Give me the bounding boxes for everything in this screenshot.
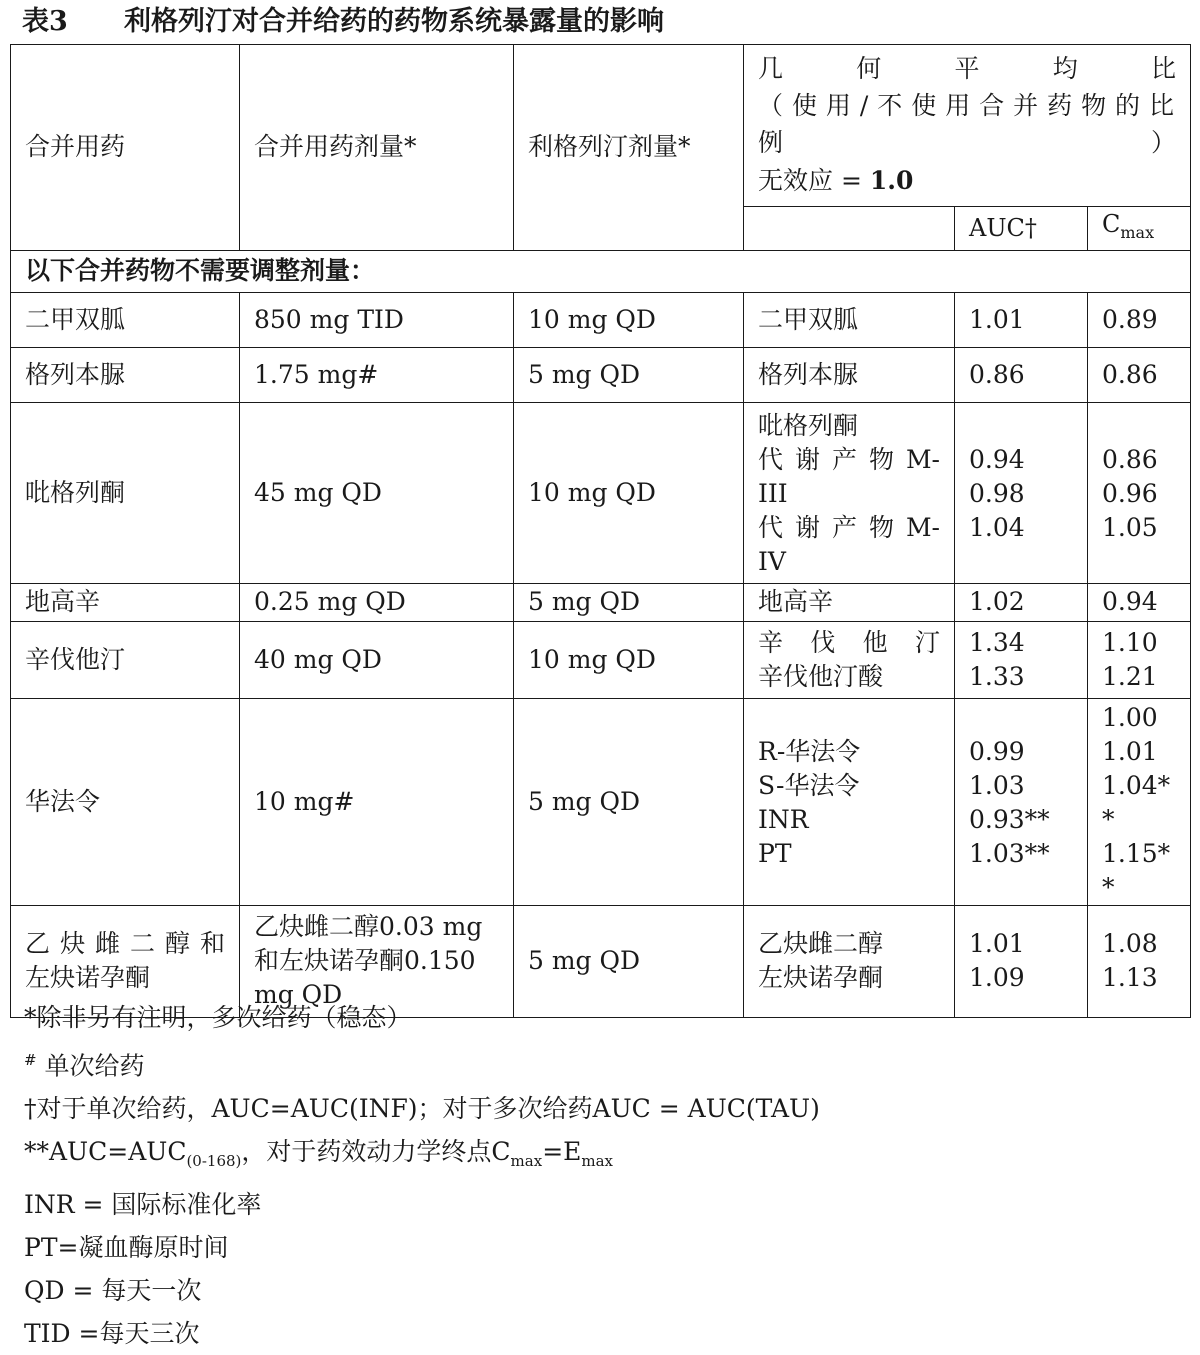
auc-cell	[955, 402, 1088, 583]
auc-value: 0.93**	[969, 804, 1050, 834]
cmax-value: 0.86	[1102, 444, 1158, 474]
footnote-auc-definition: †对于单次给药，AUC=AUC(INF)；对于多次给药AUC = AUC(TAU)	[24, 1094, 820, 1124]
footnote-pd-endpoint	[24, 1130, 820, 1183]
dose-cell	[240, 292, 514, 347]
cmax-value: 0.94	[1102, 587, 1158, 617]
footnote-tid: TID =每天三次	[24, 1319, 200, 1349]
drug-dose: 850 mg TID	[254, 304, 404, 334]
auc-value: 0.99	[969, 736, 1025, 766]
dose-cell	[240, 347, 514, 402]
lina-cell	[514, 402, 744, 583]
drug-name: 吡格列酮	[25, 477, 126, 507]
lina-dose: 10 mg QD	[528, 304, 656, 334]
cmax-cell	[1088, 905, 1191, 1017]
analyte-cell	[744, 698, 955, 905]
cmax-cell	[1088, 583, 1191, 621]
auc-list	[969, 927, 1073, 995]
footnote-pd-b: ，对于药效动力学终点C	[241, 1137, 511, 1167]
header-coadministered-dose-label: 合并用药剂量*	[254, 132, 417, 162]
drug-cell	[11, 402, 240, 583]
ratio-subtitle-end-a: 例	[758, 128, 1151, 157]
table-row	[11, 583, 1191, 621]
table-row	[11, 347, 1191, 402]
footnote-hash-mark: #	[24, 1051, 37, 1069]
lina-cell	[514, 698, 744, 905]
lina-dose: 5 mg QD	[528, 359, 641, 389]
header-row	[11, 45, 1191, 207]
table-title	[22, 4, 664, 40]
analyte-name: 二甲双胍	[758, 304, 859, 334]
auc-cell	[955, 621, 1088, 698]
cmax-value: 1.00	[1102, 702, 1158, 732]
cmax-value: 1.01	[1102, 736, 1158, 766]
ratio-subtitle-end-b: ）	[1151, 128, 1177, 157]
footnote-pd-c: =E	[542, 1137, 582, 1167]
auc-list	[969, 626, 1073, 694]
footnote-inr: INR = 国际标准化率	[24, 1190, 262, 1220]
auc-list	[969, 735, 1073, 871]
footnote-pd-sub2: max	[510, 1152, 543, 1171]
auc-value: 1.02	[969, 587, 1025, 617]
drug-dose: 和左炔诺孕酮0.150	[254, 946, 476, 976]
cmax-value: 1.10	[1102, 627, 1158, 657]
table-row	[11, 402, 1191, 583]
auc-list	[969, 443, 1073, 545]
ratio-title: 几 何 平 均 比	[758, 54, 1177, 83]
cmax-value: 0.89	[1102, 304, 1158, 334]
auc-value: 0.94	[969, 444, 1025, 474]
cmax-list	[1102, 927, 1176, 995]
auc-value: 0.98	[969, 478, 1025, 508]
table-caption: 利格列汀对合并给药的药物系统暴露量的影响	[124, 6, 664, 37]
dose-cell	[240, 583, 514, 621]
footnote-single-dose	[24, 1039, 820, 1087]
footnote-pd-sub3: max	[581, 1152, 614, 1171]
cmax-value: 1.15*	[1102, 838, 1171, 868]
ratio-subtitle: （使用/不使用合并药物的比	[758, 91, 1177, 120]
auc-cell	[955, 583, 1088, 621]
analyte-name: INR	[758, 804, 809, 834]
header-coadministered-dose	[240, 45, 514, 251]
dose-cell	[240, 621, 514, 698]
auc-value: 0.86	[969, 359, 1025, 389]
drug-name: 辛伐他汀	[25, 644, 126, 674]
no-effect-value: 1.0	[869, 166, 914, 195]
section-label	[11, 250, 1191, 292]
cmax-value: 0.86	[1102, 359, 1158, 389]
dose-cell	[240, 402, 514, 583]
drug-dose: 45 mg QD	[254, 477, 382, 507]
table-number: 表3	[22, 6, 68, 37]
interaction-table	[10, 44, 1191, 1018]
ratio-no-effect	[758, 161, 1176, 201]
drug-cell	[11, 292, 240, 347]
auc-cell	[955, 292, 1088, 347]
ratio-subtitle-end	[758, 124, 1176, 161]
table-row	[11, 621, 1191, 698]
footnote-steady-state: *除非另有注明，多次给药（稳态）	[24, 1003, 412, 1032]
analyte-cell	[744, 621, 955, 698]
analyte-list	[758, 735, 940, 871]
cmax-value: 1.08	[1102, 929, 1158, 959]
analyte-list	[758, 626, 940, 694]
analyte-list	[758, 927, 940, 995]
analyte-name: IV	[758, 546, 786, 576]
analyte-name: 辛伐他汀酸	[758, 661, 884, 691]
auc-value: 1.01	[969, 929, 1025, 959]
header-linagliptin-dose-label: 利格列汀剂量*	[528, 132, 691, 162]
drug-cell	[11, 347, 240, 402]
drug-dose: mg QD	[254, 980, 343, 1010]
drug-dose: 乙炔雌二醇0.03 mg	[254, 912, 483, 942]
no-effect-label: 无效应 =	[758, 166, 870, 195]
cmax-value: 1.04*	[1102, 770, 1171, 800]
lina-cell	[514, 292, 744, 347]
header-auc-label: AUC†	[969, 214, 1037, 243]
section-label-text: 以下合并药物不需要调整剂量：	[25, 256, 376, 286]
auc-value: 1.03**	[969, 838, 1050, 868]
cmax-list	[1102, 626, 1176, 694]
header-cmax-c: C	[1102, 210, 1121, 238]
drug-name: 地高辛	[25, 587, 101, 617]
cmax-list	[1102, 443, 1176, 545]
header-analyte-blank	[744, 207, 955, 251]
cmax-value: *	[1102, 872, 1115, 902]
auc-value: 1.01	[969, 304, 1025, 334]
cmax-cell	[1088, 347, 1191, 402]
auc-value: 1.34	[969, 627, 1025, 657]
drug-dose: 0.25 mg QD	[254, 587, 406, 617]
analyte-cell	[744, 347, 955, 402]
lina-dose: 10 mg QD	[528, 477, 656, 507]
analyte-name: III	[758, 478, 788, 508]
drug-name: 华法令	[25, 786, 101, 816]
auc-cell	[955, 905, 1088, 1017]
analyte-name: 辛 伐 他 汀	[758, 627, 940, 657]
analyte-name: R-华法令	[758, 736, 861, 766]
cmax-value: 1.13	[1102, 963, 1158, 993]
footnotes	[24, 996, 820, 1355]
cmax-cell	[1088, 698, 1191, 905]
drug-name: 乙 炔 雌 二 醇 和	[25, 929, 225, 959]
footnote-pd-a: **AUC=AUC	[24, 1137, 187, 1167]
analyte-name: 代 谢 产 物 M-	[758, 444, 940, 474]
analyte-name: 格列本脲	[758, 359, 859, 389]
auc-cell	[955, 347, 1088, 402]
lina-dose: 5 mg QD	[528, 786, 641, 816]
auc-value: 1.04	[969, 512, 1025, 542]
drug-name: 左炔诺孕酮	[25, 963, 151, 993]
drug-cell	[11, 621, 240, 698]
analyte-cell	[744, 402, 955, 583]
cmax-value: 1.05	[1102, 512, 1158, 542]
footnote-qd: QD = 每天一次	[24, 1276, 202, 1306]
analyte-cell	[744, 292, 955, 347]
analyte-name: 代 谢 产 物 M-	[758, 512, 940, 542]
drug-dose: 10 mg#	[254, 786, 355, 816]
analyte-name: 乙炔雌二醇	[758, 929, 884, 959]
lina-dose: 10 mg QD	[528, 644, 656, 674]
cmax-list	[1102, 701, 1176, 905]
header-linagliptin-dose	[514, 45, 744, 251]
lina-dose: 5 mg QD	[528, 587, 641, 617]
analyte-list	[758, 409, 940, 579]
footnote-pd-sub1: (0-168)	[186, 1152, 242, 1171]
section-row	[11, 250, 1191, 292]
cmax-value: 0.96	[1102, 478, 1158, 508]
cmax-value: *	[1102, 804, 1115, 834]
drug-name: 二甲双胍	[25, 304, 126, 334]
cmax-value: 1.21	[1102, 661, 1158, 691]
lina-cell	[514, 583, 744, 621]
footnote-single-dose-text: 单次给药	[36, 1051, 145, 1081]
header-cmax	[1088, 207, 1191, 251]
table-row	[11, 292, 1191, 347]
cmax-cell	[1088, 402, 1191, 583]
analyte-name: 吡格列酮	[758, 410, 859, 440]
header-coadministered-drug	[11, 45, 240, 251]
cmax-cell	[1088, 292, 1191, 347]
auc-value: 1.03	[969, 770, 1025, 800]
drug-cell	[11, 583, 240, 621]
drug-dose: 1.75 mg#	[254, 359, 379, 389]
analyte-name: 左炔诺孕酮	[758, 963, 884, 993]
lina-cell	[514, 621, 744, 698]
auc-cell	[955, 698, 1088, 905]
drug-name: 格列本脲	[25, 359, 126, 389]
lina-dose: 5 mg QD	[528, 946, 641, 976]
analyte-name: 地高辛	[758, 587, 834, 617]
header-cmax-sub: max	[1120, 222, 1155, 242]
dose-cell	[240, 698, 514, 905]
header-auc	[955, 207, 1088, 251]
table-row	[11, 698, 1191, 905]
auc-value: 1.33	[969, 661, 1025, 691]
header-geometric-mean-ratio	[744, 45, 1191, 207]
drug-name-lines	[25, 927, 225, 995]
drug-dose: 40 mg QD	[254, 644, 382, 674]
footnote-pt: PT=凝血酶原时间	[24, 1233, 229, 1263]
lina-cell	[514, 347, 744, 402]
analyte-cell	[744, 583, 955, 621]
header-coadministered-drug-label: 合并用药	[25, 132, 126, 162]
cmax-cell	[1088, 621, 1191, 698]
analyte-name: PT	[758, 838, 792, 868]
analyte-name: S-华法令	[758, 770, 860, 800]
drug-cell	[11, 698, 240, 905]
auc-value: 1.09	[969, 963, 1025, 993]
